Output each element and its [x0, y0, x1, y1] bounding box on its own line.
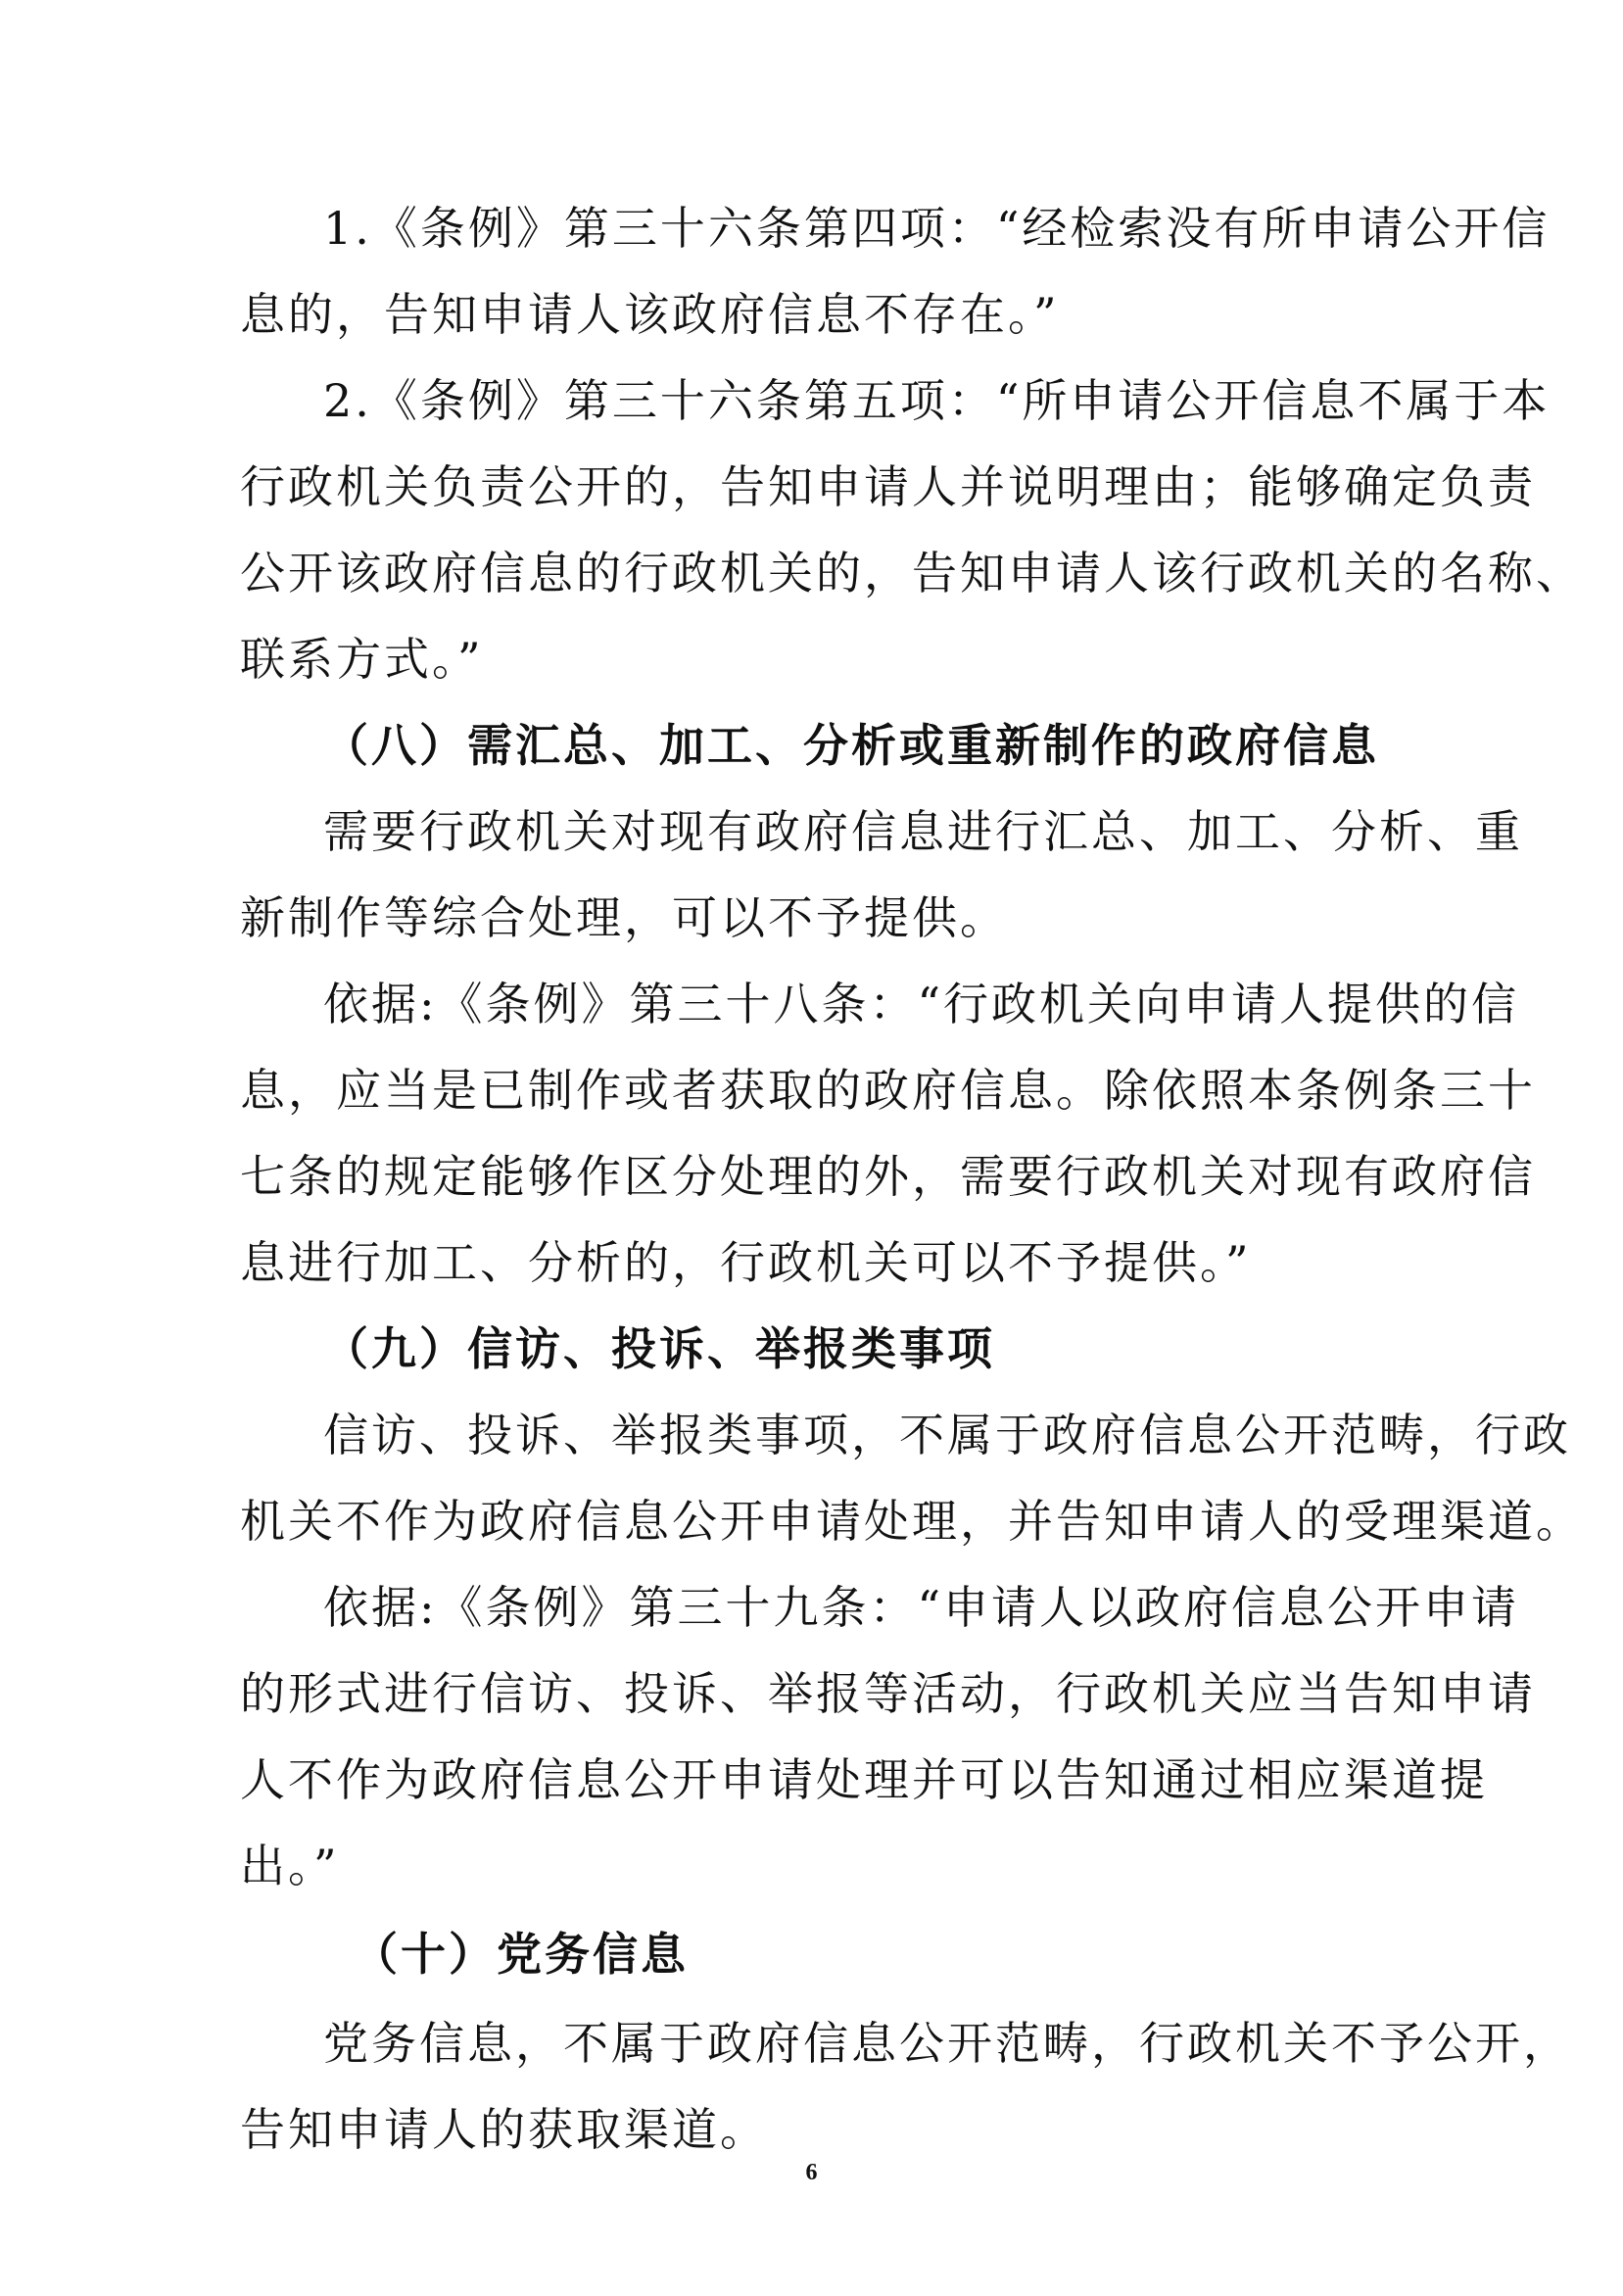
paragraph-line: 新制作等综合处理，可以不予提供。 — [240, 891, 1008, 944]
section-heading: （八）需汇总、加工、分析或重新制作的政府信息 — [323, 719, 1379, 772]
paragraph-line: 机关不作为政府信息公开申请处理，并告知申请人的受理渠道。 — [240, 1495, 1584, 1548]
paragraph-line: 需要行政机关对现有政府信息进行汇总、加工、分析、重 — [323, 805, 1523, 858]
paragraph-line: 依据:《条例》第三十八条：“行政机关向申请人提供的信 — [323, 978, 1520, 1030]
section-heading: （九）信访、投诉、举报类事项 — [323, 1322, 995, 1375]
paragraph-line: 的形式进行信访、投诉、举报等活动，行政机关应当告知申请 — [240, 1667, 1536, 1720]
section-heading: （十）党务信息 — [353, 1928, 689, 1981]
paragraph-line: 2.《条例》第三十六条第五项：“所申请公开信息不属于本 — [323, 374, 1551, 427]
paragraph-line: 行政机关负责公开的，告知申请人并说明理由；能够确定负责 — [240, 460, 1536, 513]
paragraph-line: 人不作为政府信息公开申请处理并可以告知通过相应渠道提 — [240, 1753, 1488, 1806]
paragraph-line: 息，应当是已制作或者获取的政府信息。除依照本条例条三十 — [240, 1064, 1536, 1117]
paragraph-line: 依据:《条例》第三十九条：“申请人以政府信息公开申请 — [323, 1581, 1520, 1634]
paragraph-line: 联系方式。” — [240, 633, 484, 686]
paragraph-line: 息进行加工、分析的，行政机关可以不予提供。” — [240, 1236, 1252, 1289]
paragraph-line: 公开该政府信息的行政机关的，告知申请人该行政机关的名称、 — [240, 547, 1584, 599]
page-number: 6 — [805, 2160, 818, 2185]
paragraph-line: 告知申请人的获取渠道。 — [240, 2103, 768, 2156]
paragraph-line: 出。” — [240, 1840, 340, 1892]
paragraph-line: 七条的规定能够作区分处理的外，需要行政机关对现有政府信 — [240, 1150, 1536, 1203]
paragraph-line: 1.《条例》第三十六条第四项：“经检索没有所申请公开信 — [323, 202, 1551, 255]
paragraph-line: 信访、投诉、举报类事项，不属于政府信息公开范畴，行政 — [323, 1409, 1571, 1461]
paragraph-line: 息的，告知申请人该政府信息不存在。” — [240, 288, 1060, 341]
paragraph-line: 党务信息，不属于政府信息公开范畴，行政机关不予公开， — [323, 2017, 1571, 2070]
